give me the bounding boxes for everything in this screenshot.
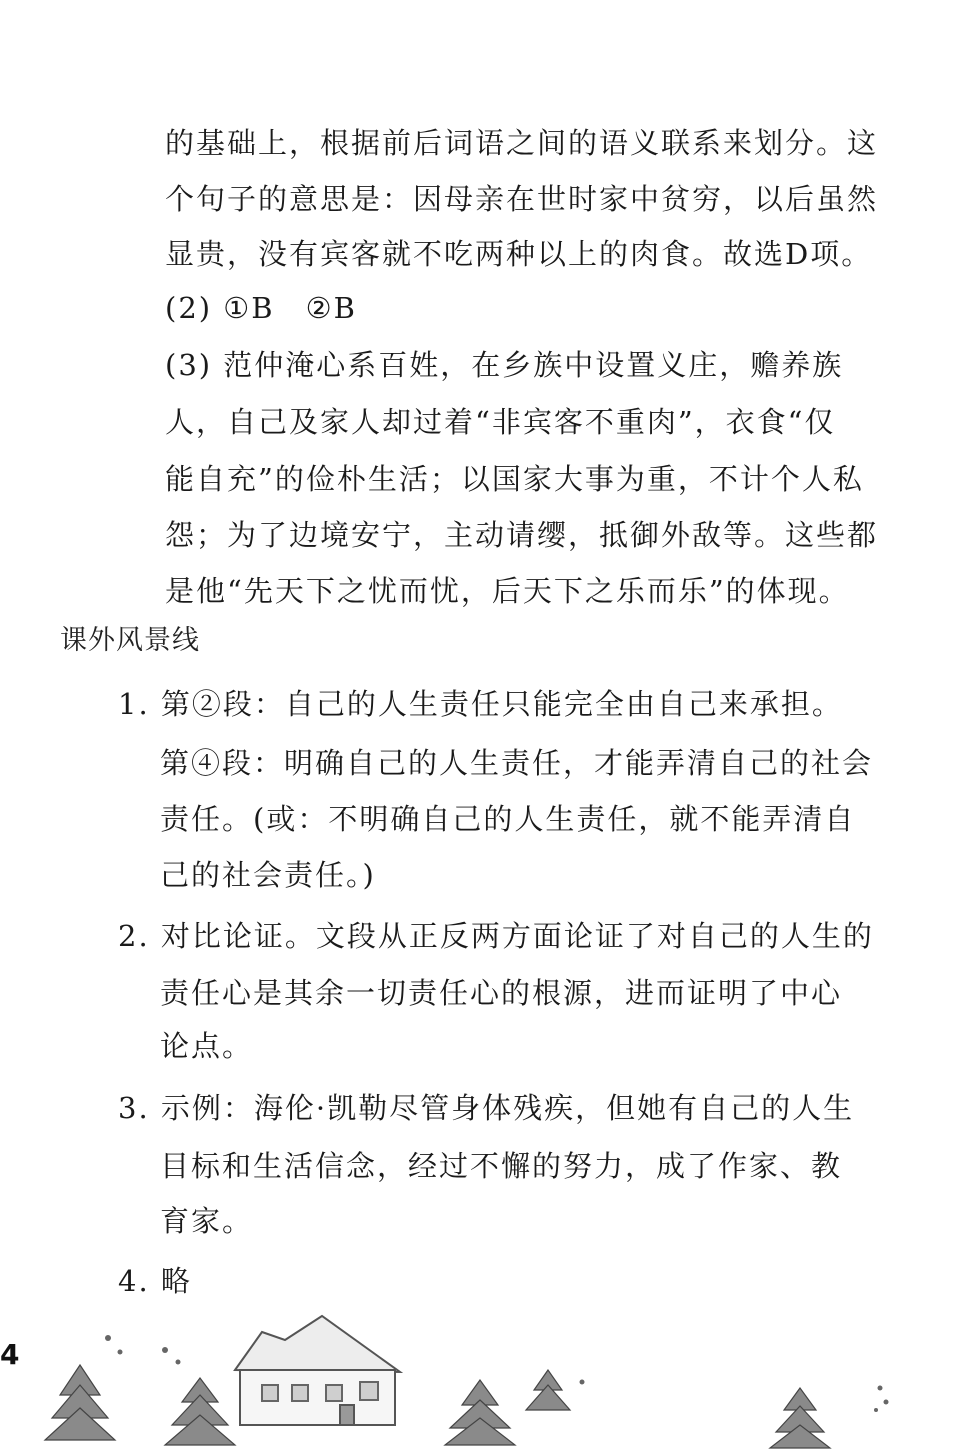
answer-2-line: 2. 对比论证。文段从正反两方面论证了对自己的人生的	[118, 919, 874, 953]
answer-text-line: 显贵，没有宾客就不吃两种以上的肉食。故选D项。	[165, 237, 873, 271]
answer-text-line: 个句子的意思是：因母亲在世时家中贫穷，以后虽然	[165, 182, 879, 216]
answer-q2: (2) ①B ②B	[165, 291, 357, 325]
tree-icon	[45, 1365, 115, 1440]
tree-icon	[770, 1388, 830, 1448]
answer-q3-line: 怨；为了边境安宁，主动请缨，抵御外敌等。这些都	[165, 518, 879, 552]
answer-3-line: 育家。	[160, 1204, 254, 1238]
answer-1-line: 己的社会责任。)	[160, 858, 376, 892]
answer-2-line: 责任心是其余一切责任心的根源，进而证明了中心	[160, 976, 843, 1010]
answer-4: 4. 略	[118, 1264, 192, 1298]
answer-3-line: 目标和生活信念，经过不懈的努力，成了作家、教	[160, 1149, 843, 1183]
house-icon	[235, 1316, 400, 1425]
page-number: 4	[0, 1338, 20, 1371]
answer-1-line: 责任。(或：不明确自己的人生责任，就不能弄清自	[160, 802, 856, 836]
tree-icon	[526, 1370, 570, 1410]
answer-1-line: 1. 第②段：自己的人生责任只能完全由自己来承担。	[118, 687, 843, 721]
answer-1-line: 第④段：明确自己的人生责任，才能弄清自己的社会	[160, 746, 874, 780]
answer-3-line: 3. 示例：海伦·凯勒尽管身体残疾，但她有自己的人生	[118, 1091, 855, 1125]
answer-2-line: 论点。	[160, 1029, 254, 1063]
answer-q3-line: (3) 范仲淹心系百姓，在乡族中设置义庄，赡养族	[165, 348, 844, 382]
tree-icon	[445, 1380, 515, 1445]
section-title: 课外风景线	[60, 625, 200, 656]
answer-text-line: 的基础上，根据前后词语之间的语义联系来划分。这	[165, 126, 879, 160]
winter-scene-illustration	[0, 1310, 967, 1450]
answer-q3-line: 是他“先天下之忧而忧，后天下之乐而乐”的体现。	[165, 574, 850, 608]
answer-q3-line: 能自充”的俭朴生活；以国家大事为重，不计个人私	[165, 462, 864, 496]
answer-q3-line: 人，自己及家人却过着“非宾客不重肉”，衣食“仅	[165, 405, 836, 439]
tree-icon	[165, 1378, 235, 1445]
